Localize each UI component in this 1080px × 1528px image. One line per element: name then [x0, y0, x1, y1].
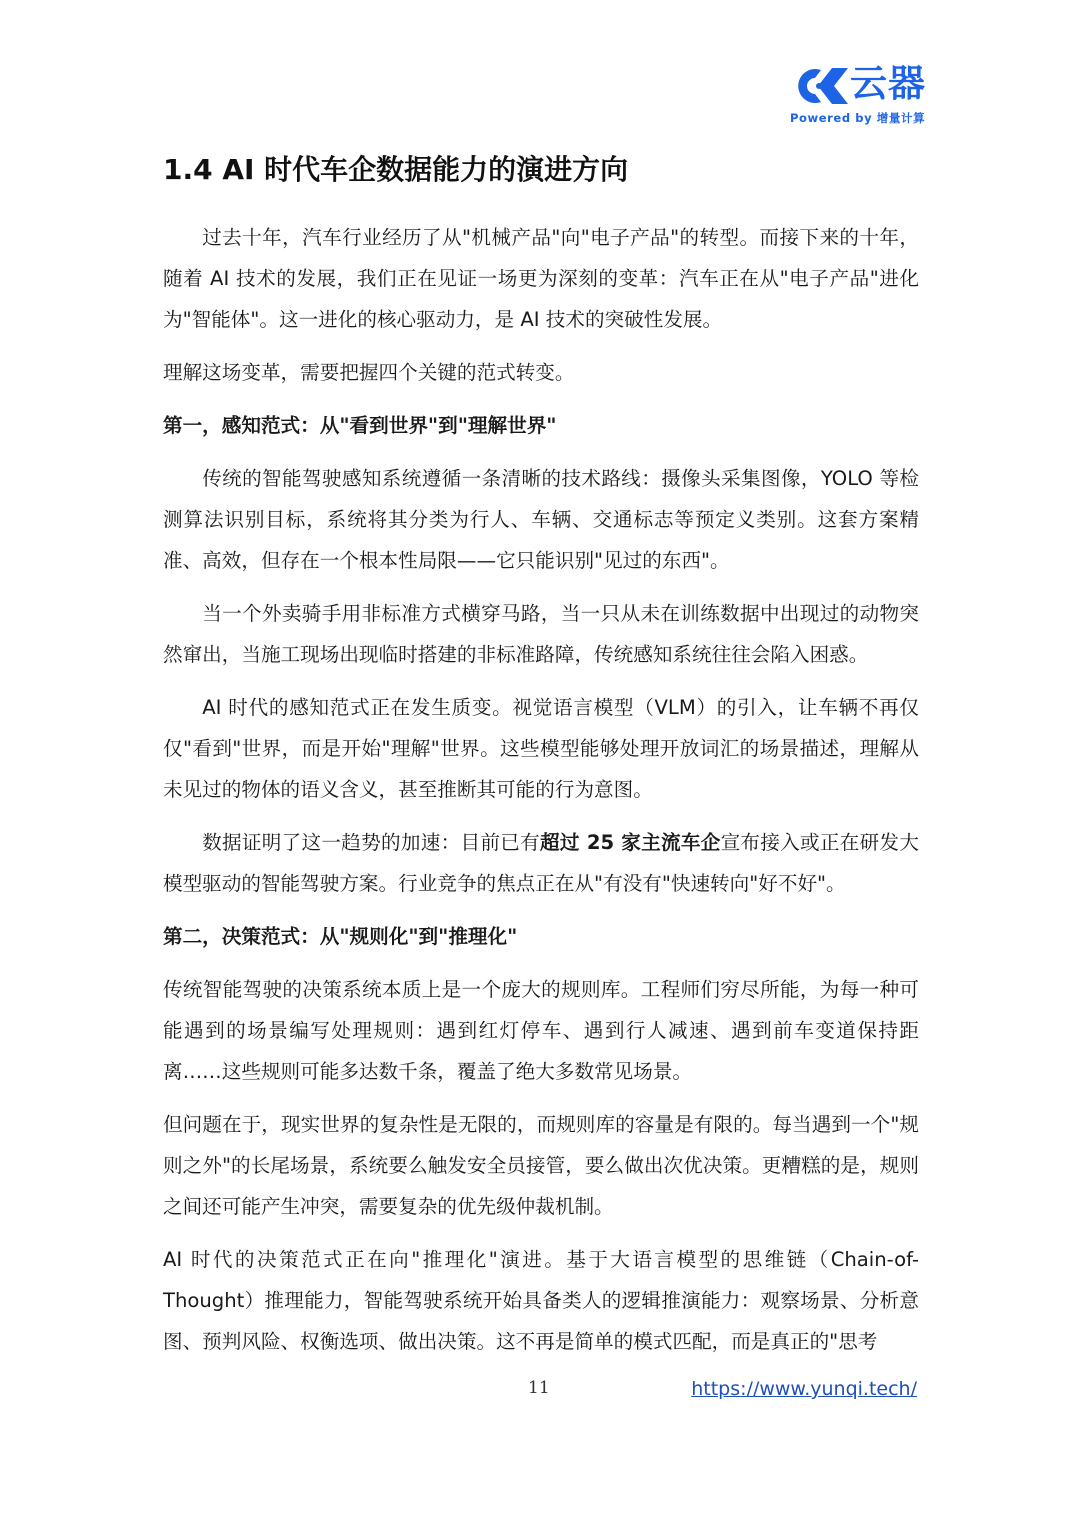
- part2-paragraph-1: 传统智能驾驶的决策系统本质上是一个庞大的规则库。工程师们穷尽所能，为每一种可能遇到的场景编写处理规则：遇到红灯停车、遇到行人减速、遇到前车变道保持距离……这些规则可能多达数千条，覆盖了绝大多数常见场景。: [163, 978, 919, 1083]
- brand-name: 云器: [850, 62, 926, 105]
- section-title: 1.4 AI 时代车企数据能力的演进方向: [163, 153, 629, 186]
- part1-paragraph-1: 传统的智能驾驶感知系统遵循一条清晰的技术路线：摄像头采集图像，YOLO 等检测算法识别目标，系统将其分类为行人、车辆、交通标志等预定义类别。这套方案精准、高效，但存在一个根本性局限——它只能识别"见过的东西"。: [163, 467, 919, 572]
- part1-heading: 第一，感知范式：从"看到世界"到"理解世界": [163, 414, 557, 437]
- brand-tagline: Powered by 增量计算: [790, 111, 926, 125]
- part2-paragraph-2: 但问题在于，现实世界的复杂性是无限的，而规则库的容量是有限的。每当遇到一个"规则之外"的长尾场景，系统要么触发安全员接管，要么做出次优决策。更糟糕的是，规则之间还可能产生冲突，需要复杂的优先级仲裁机制。: [163, 1113, 919, 1218]
- part2-heading: 第二，决策范式：从"规则化"到"推理化": [163, 925, 518, 948]
- intro-paragraph: 过去十年，汽车行业经历了从"机械产品"向"电子产品"的转型。而接下来的十年，随着 AI 技术的发展，我们正在见证一场更为深刻的变革：汽车正在从"电子产品"进化为"智能体"。这一进化的核心驱动力，是 AI 技术的突破性发展。: [163, 226, 919, 331]
- yunqi-logo-icon: [788, 64, 850, 108]
- page-footer: [0, 1378, 1080, 1408]
- website-link[interactable]: https://www.yunqi.tech/: [691, 1378, 917, 1400]
- intro-summary: 理解这场变革，需要把握四个关键的范式转变。: [163, 361, 575, 384]
- part1-data-paragraph: [163, 822, 919, 904]
- data-text-before: 数据证明了这一趋势的加速：目前已有: [202, 831, 540, 854]
- page-number: 11: [528, 1378, 550, 1398]
- document-body: [163, 148, 919, 1374]
- brand-logo: [788, 62, 928, 128]
- part1-paragraph-3: AI 时代的感知范式正在发生质变。视觉语言模型（VLM）的引入，让车辆不再仅仅"看到"世界，而是开始"理解"世界。这些模型能够处理开放词汇的场景描述，理解从未见过的物体的语义含义，甚至推断其可能的行为意图。: [163, 696, 919, 801]
- part1-paragraph-2: 当一个外卖骑手用非标准方式横穿马路，当一只从未在训练数据中出现过的动物突然窜出，当施工现场出现临时搭建的非标准路障，传统感知系统往往会陷入困惑。: [163, 602, 919, 666]
- data-highlight: 超过 25 家主流车企: [540, 831, 721, 854]
- part2-paragraph-3: AI 时代的决策范式正在向"推理化"演进。基于大语言模型的思维链（Chain-of-Thought）推理能力，智能驾驶系统开始具备类人的逻辑推演能力：观察场景、分析意图、预判风险、权衡选项、做出决策。这不再是简单的模式匹配，而是真正的"思考: [163, 1248, 919, 1353]
- data-text-after: 宣布接入或正在研发大模型驱动的智能驾驶方案。行业竞争的焦点正在从"有没有"快速转向"好不好"。: [163, 831, 919, 895]
